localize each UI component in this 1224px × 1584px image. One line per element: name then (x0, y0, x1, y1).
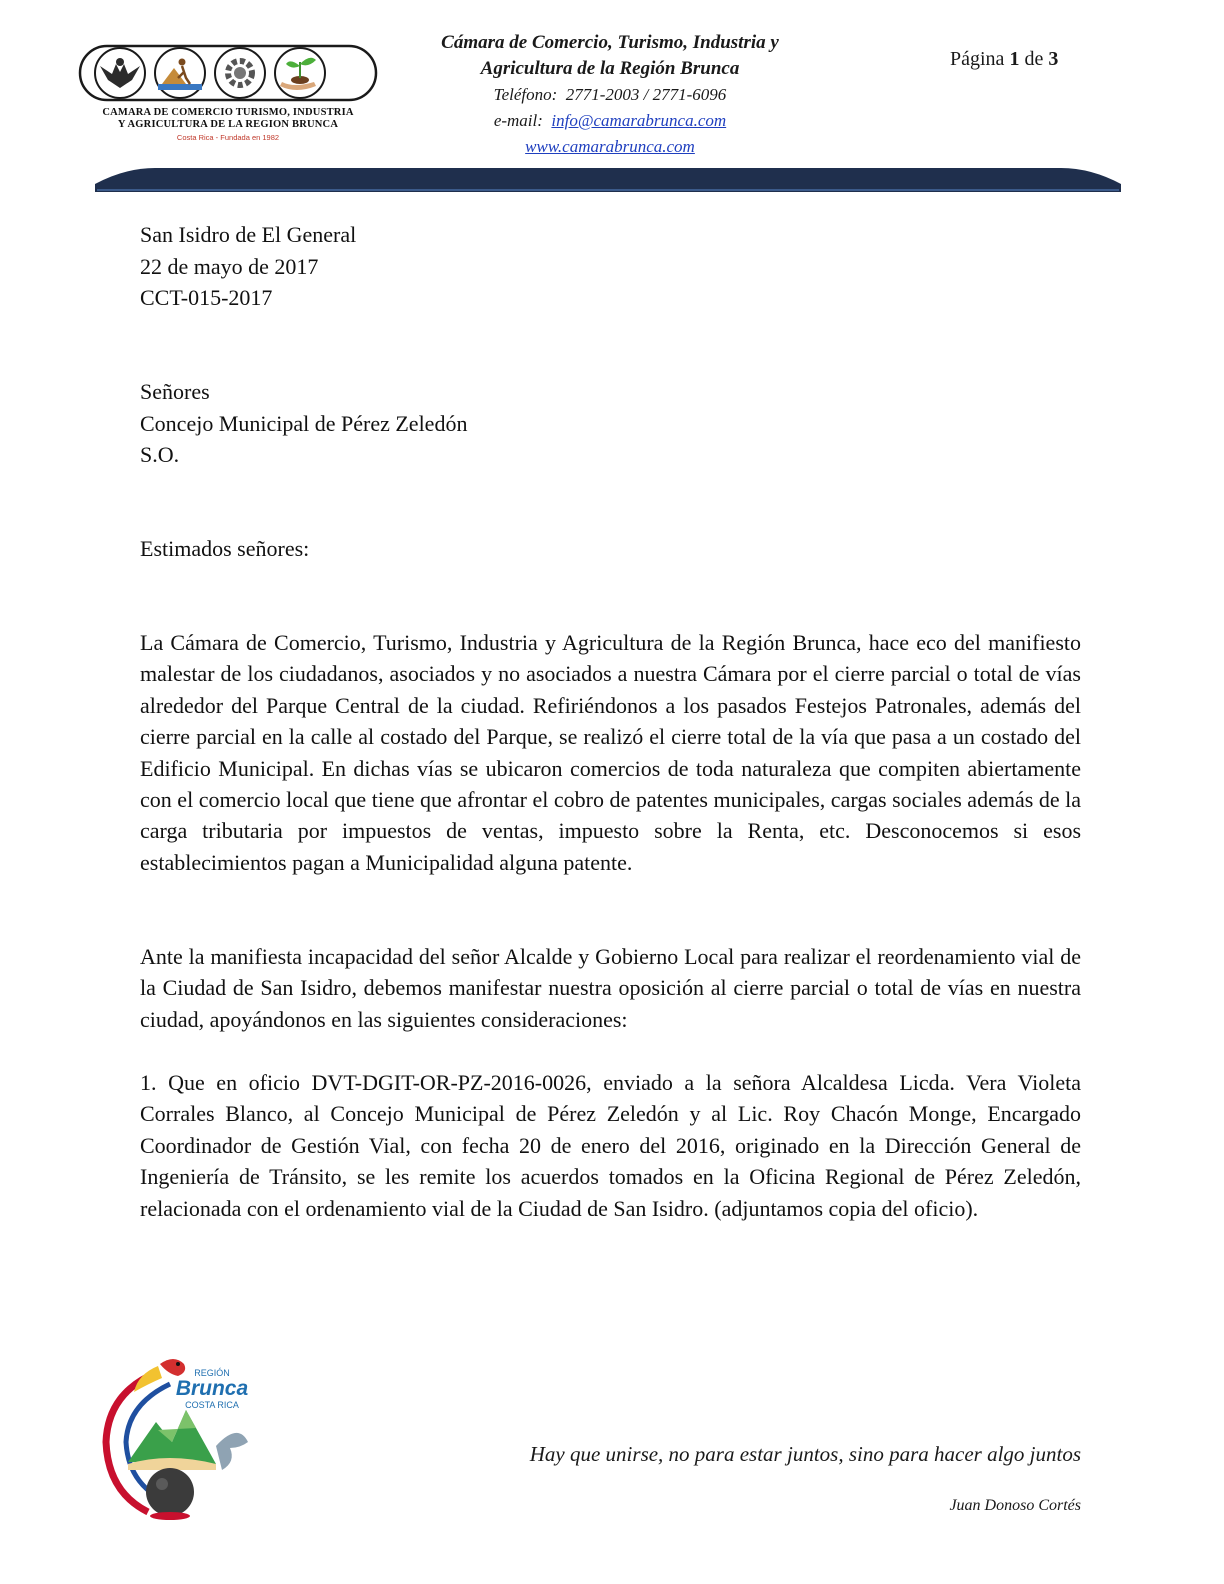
footer-motto: Hay que unirse, no para estar juntos, sino para hacer algo juntos (529, 1442, 1081, 1466)
phone-label: Teléfono: (493, 85, 558, 104)
salutation-text: Estimados señores: (140, 536, 310, 561)
body-paragraph-2: Ante la manifiesta incapacidad del señor Alcalde y Gobierno Local para realizar el reordenamiento vial de la Ciudad de San Isidro, debemos manifestar nuestra oposición al cierre parcial o total de vías en nuestra ciudad, apoyándonos en las siguientes consideraciones: (140, 944, 1081, 1032)
email-link[interactable]: info@camarabrunca.com (551, 111, 727, 130)
email-label: e-mail: (493, 111, 543, 130)
phone-number: 2771-2003 / 2771-6096 (565, 85, 727, 104)
chamber-emblem-icon (78, 44, 378, 102)
letter-place-date (140, 219, 356, 314)
logo-brunca-name: Brunca (175, 1377, 249, 1400)
letter-reference: CCT-015-2017 (140, 285, 273, 310)
header-divider-band (95, 166, 1121, 194)
footer-motto-author: Juan Donoso Cortés (949, 1497, 1081, 1514)
letter-place: San Isidro de El General (140, 222, 357, 247)
logo-country-label: COSTA RICA (185, 1400, 239, 1410)
body-paragraph-1: La Cámara de Comercio, Turismo, Industria y Agricultura de la Región Brunca, hace eco del manifiesto malestar de los ciudadanos, asociados y no asociados a nuestra Cámara por el cierre parcial o total de vías alrededor del Parque Central de la ciudad. Refiriéndonos a los pasados Festejos Patronales, además del cierre parcial en la calle al costado del Parque, se realizó el cierre total de la vía que pasa a un costado del Edificio Municipal. En dichas vías se ubicaron comercios de toda naturaleza que compiten abiertamente con el comercio local que tiene que afrontar el cobro de patentes municipales, cargas sociales además de la carga tributaria por impuestos de ventas, impuesto sobre la Renta, etc. Desconocemos si esos establecimientos pagan a Municipalidad alguna patente. (140, 630, 1081, 875)
org-phone (400, 82, 820, 108)
letter-recipient (140, 376, 467, 471)
page-total: 3 (1048, 48, 1059, 70)
logo-founded-line: Costa Rica - Fundada en 1982 (176, 133, 280, 142)
logo-region-label: REGIÓN (194, 1368, 230, 1378)
recipient-line2: Concejo Municipal de Pérez Zeledón (140, 410, 468, 436)
organization-info (400, 30, 820, 160)
page-label: Página (950, 48, 1005, 70)
website-link[interactable]: www.camarabrunca.com (525, 137, 695, 156)
page-number (950, 48, 1058, 71)
org-name-line2: Agricultura de la Región Brunca (480, 58, 740, 79)
page-of: de (1024, 48, 1044, 70)
recipient-line1: Señores (140, 379, 210, 404)
region-brunca-wordmark (172, 1368, 252, 1410)
chamber-logo (78, 44, 378, 154)
org-website (400, 134, 820, 160)
recipient-line3: S.O. (140, 442, 180, 467)
org-name-line1: Cámara de Comercio, Turismo, Industria y (441, 32, 779, 53)
logo-name-line2: Y AGRICULTURA DE LA REGION BRUNCA (117, 119, 339, 130)
org-email (400, 108, 820, 134)
page-current: 1 (1009, 48, 1020, 70)
body-paragraph-3: 1. Que en oficio DVT-DGIT-OR-PZ-2016-0026, enviado a la señora Alcaldesa Licda. Vera Violeta Corrales Blanco, al Concejo Municipal de Pérez Zeledón y al Lic. Roy Chacón Monge, Encargado Coordinador de Gestión Vial, con fecha 20 de enero del 2016, originado en la Dirección General de Ingeniería de Tránsito, se les remite los acuerdos tomados en la Oficina Regional de Pérez Zeledón, relacionada con el ordenamiento vial de la Ciudad de San Isidro. (adjuntamos copia del oficio). (140, 1070, 1081, 1221)
letter-date: 22 de mayo de 2017 (140, 253, 319, 279)
logo-name-line1: CAMARA DE COMERCIO TURISMO, INDUSTRIA (102, 107, 354, 118)
letter-salutation (140, 533, 309, 565)
